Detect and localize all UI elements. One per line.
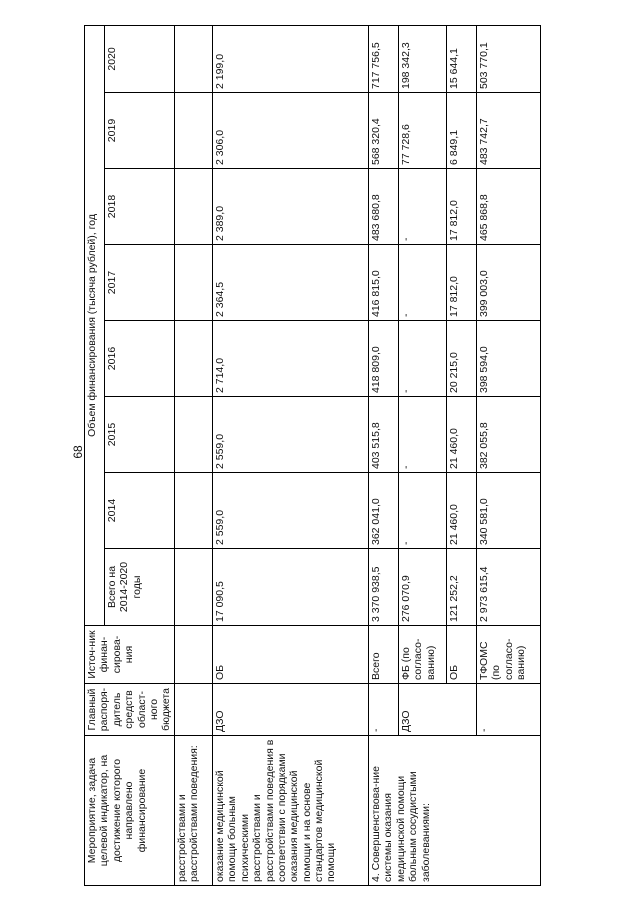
group-source: Всего: [369, 626, 399, 684]
header-total: Всего на 2014-2020 годы: [105, 549, 175, 626]
row-value-2017: 2 364,5: [213, 245, 369, 321]
group-value-2016: 398 594,0: [477, 321, 541, 397]
row-value: [175, 321, 213, 397]
row-value-2020: 2 199,0: [213, 25, 369, 92]
group-value-2016: 20 215,0: [447, 321, 477, 397]
group-value-2017: 17 812,0: [447, 245, 477, 321]
row-total: 17 090,5: [213, 549, 369, 626]
group-value-2015: -: [399, 397, 447, 473]
header-year-2020: 2020: [105, 25, 175, 92]
header-financing-group: Объем финансирования (тысяча рублей), год: [85, 25, 105, 625]
row-measure: оказание медицинской помощи больным психическими расстройствами и расстройствами поведения в соответствии с порядками оказания медицинской помощи и на основе стандартов медицинской помощи: [213, 736, 369, 886]
group-value-2019: 6 849,1: [447, 93, 477, 169]
row-value: [175, 93, 213, 169]
group-value-2020: 15 644,1: [447, 25, 477, 92]
group-value-2014: 340 581,0: [477, 473, 541, 549]
group-value-2015: 21 460,0: [447, 397, 477, 473]
row-value-2018: 2 389,0: [213, 169, 369, 245]
row-total: [175, 549, 213, 626]
header-year-2018: 2018: [105, 169, 175, 245]
rotated-table-container: [84, 26, 599, 886]
group-value-2014: -: [399, 473, 447, 549]
table-row: [369, 25, 399, 885]
group-value-2015: 403 515,8: [369, 397, 399, 473]
group-value-2018: 483 680,8: [369, 169, 399, 245]
group-source: ФБ (по согласо-ванию): [399, 626, 447, 684]
row-source: [175, 626, 213, 684]
group-value-2020: 198 342,3: [399, 25, 447, 92]
group-value-2017: 416 815,0: [369, 245, 399, 321]
row-value-2014: 2 559,0: [213, 473, 369, 549]
header-year-2015: 2015: [105, 397, 175, 473]
table-row: [175, 25, 213, 885]
page-number: 68: [71, 445, 85, 459]
group-value-2020: 717 756,5: [369, 25, 399, 92]
group-value-2016: -: [399, 321, 447, 397]
row-value: [175, 25, 213, 92]
header-year-2016: 2016: [105, 321, 175, 397]
group-manager-top: -: [369, 684, 399, 736]
row-value: [175, 473, 213, 549]
group-value-2014: 362 041,0: [369, 473, 399, 549]
header-year-2014: 2014: [105, 473, 175, 549]
group-manager-bottom: -: [477, 684, 541, 736]
financing-table: [84, 25, 541, 886]
group-value-2018: 17 812,0: [447, 169, 477, 245]
row-manager: [175, 684, 213, 736]
header-manager: Главный распоря-дитель средств област-ного бюджета: [85, 684, 175, 736]
group-total: 3 370 938,5: [369, 549, 399, 626]
group-value-2017: -: [399, 245, 447, 321]
row-source: ОБ: [213, 626, 369, 684]
group-source: ОБ: [447, 626, 477, 684]
row-measure: расстройствами и расстройствами поведения:: [175, 736, 213, 886]
table-row: [213, 25, 369, 885]
group-value-2020: 503 770,1: [477, 25, 541, 92]
header-source: Источ-ник финан-сирова-ния: [85, 626, 175, 684]
row-value-2016: 2 714,0: [213, 321, 369, 397]
group-total: 121 252,2: [447, 549, 477, 626]
header-row-1: [85, 25, 105, 885]
group-value-2019: 568 320,4: [369, 93, 399, 169]
group-value-2019: 483 742,7: [477, 93, 541, 169]
group-value-2018: -: [399, 169, 447, 245]
group-value-2014: 21 460,0: [447, 473, 477, 549]
group-value-2019: 77 728,6: [399, 93, 447, 169]
group-total: 2 973 615,4: [477, 549, 541, 626]
row-value-2015: 2 559,0: [213, 397, 369, 473]
group-measure: 4. Совершенствова-ние системы оказания медицинской помощи больным сосудистыми заболеваниями:: [369, 736, 541, 886]
row-value: [175, 169, 213, 245]
group-source: ТФОМС (по согласо-ванию): [477, 626, 541, 684]
header-year-2017: 2017: [105, 245, 175, 321]
group-value-2018: 465 868,8: [477, 169, 541, 245]
group-value-2016: 418 809,0: [369, 321, 399, 397]
group-value-2015: 382 055,8: [477, 397, 541, 473]
row-value: [175, 397, 213, 473]
row-value-2019: 2 306,0: [213, 93, 369, 169]
header-year-2019: 2019: [105, 93, 175, 169]
row-manager: ДЗО: [213, 684, 369, 736]
group-manager-mid: ДЗО: [399, 684, 477, 736]
row-value: [175, 245, 213, 321]
group-value-2017: 399 003,0: [477, 245, 541, 321]
header-measure: Мероприятие, задача целевой индикатор, на достижение которого направлено финансирование: [85, 736, 175, 886]
group-total: 276 070,9: [399, 549, 447, 626]
